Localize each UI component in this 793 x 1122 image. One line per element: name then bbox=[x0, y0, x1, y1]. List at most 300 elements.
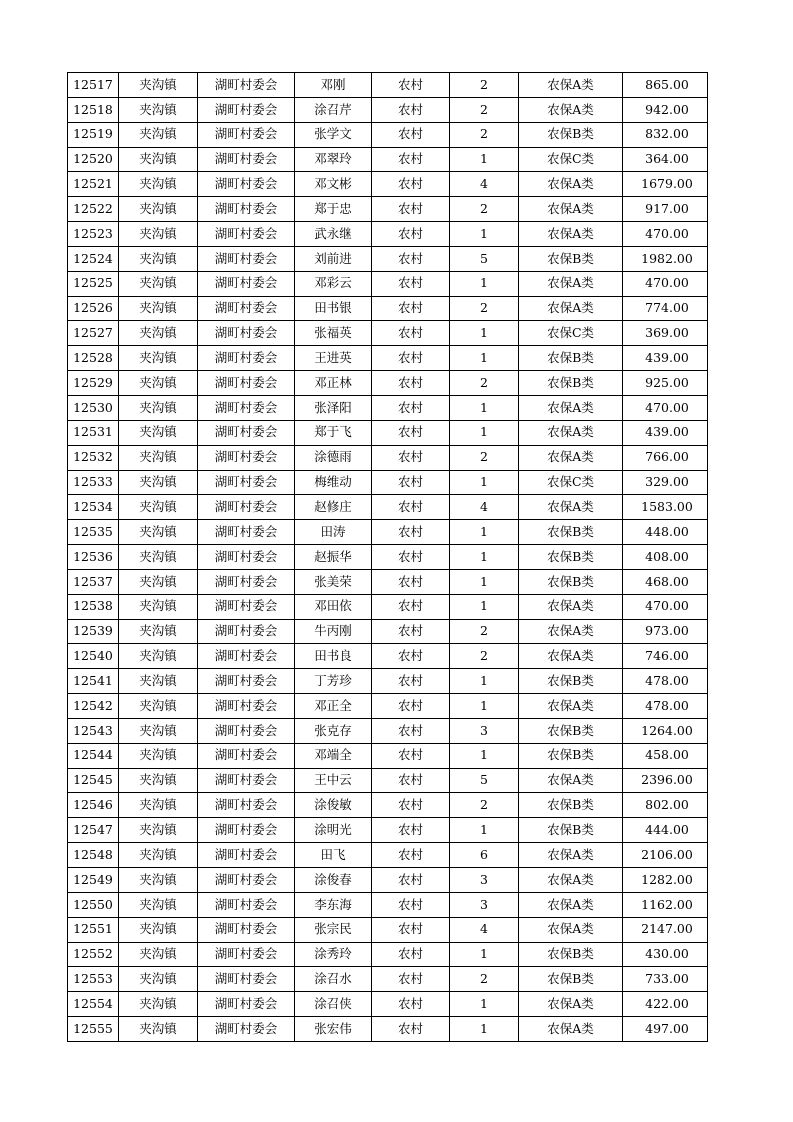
insurance-category-cell: 农保C类 bbox=[519, 147, 623, 172]
village-committee-cell: 湖町村委会 bbox=[198, 321, 295, 346]
village-committee-cell: 湖町村委会 bbox=[198, 694, 295, 719]
township-cell: 夹沟镇 bbox=[119, 569, 198, 594]
amount-cell: 439.00 bbox=[623, 346, 708, 371]
insurance-category-cell: 农保B类 bbox=[519, 371, 623, 396]
record-id-cell: 12535 bbox=[68, 520, 119, 545]
township-cell: 夹沟镇 bbox=[119, 371, 198, 396]
insurance-category-cell: 农保B类 bbox=[519, 122, 623, 147]
table-row bbox=[68, 197, 708, 222]
name-cell: 郑于飞 bbox=[295, 420, 372, 445]
record-id-cell: 12532 bbox=[68, 445, 119, 470]
township-cell: 夹沟镇 bbox=[119, 222, 198, 247]
township-cell: 夹沟镇 bbox=[119, 246, 198, 271]
household-type-cell: 农村 bbox=[372, 1017, 450, 1042]
member-count-cell: 2 bbox=[450, 122, 519, 147]
household-type-cell: 农村 bbox=[372, 445, 450, 470]
household-type-cell: 农村 bbox=[372, 495, 450, 520]
member-count-cell: 3 bbox=[450, 892, 519, 917]
amount-cell: 774.00 bbox=[623, 296, 708, 321]
member-count-cell: 4 bbox=[450, 172, 519, 197]
amount-cell: 1679.00 bbox=[623, 172, 708, 197]
record-id-cell: 12528 bbox=[68, 346, 119, 371]
table-row bbox=[68, 1017, 708, 1042]
name-cell: 田涛 bbox=[295, 520, 372, 545]
member-count-cell: 1 bbox=[450, 395, 519, 420]
member-count-cell: 2 bbox=[450, 296, 519, 321]
member-count-cell: 1 bbox=[450, 520, 519, 545]
village-committee-cell: 湖町村委会 bbox=[198, 172, 295, 197]
insurance-category-cell: 农保A类 bbox=[519, 197, 623, 222]
record-id-cell: 12550 bbox=[68, 892, 119, 917]
household-type-cell: 农村 bbox=[372, 569, 450, 594]
village-committee-cell: 湖町村委会 bbox=[198, 967, 295, 992]
member-count-cell: 1 bbox=[450, 1017, 519, 1042]
village-committee-cell: 湖町村委会 bbox=[198, 395, 295, 420]
household-type-cell: 农村 bbox=[372, 420, 450, 445]
village-committee-cell: 湖町村委会 bbox=[198, 669, 295, 694]
township-cell: 夹沟镇 bbox=[119, 793, 198, 818]
record-id-cell: 12530 bbox=[68, 395, 119, 420]
village-committee-cell: 湖町村委会 bbox=[198, 644, 295, 669]
insurance-category-cell: 农保A类 bbox=[519, 619, 623, 644]
record-id-cell: 12551 bbox=[68, 917, 119, 942]
insurance-category-cell: 农保A类 bbox=[519, 172, 623, 197]
member-count-cell: 1 bbox=[450, 271, 519, 296]
name-cell: 张美荣 bbox=[295, 569, 372, 594]
record-id-cell: 12554 bbox=[68, 992, 119, 1017]
township-cell: 夹沟镇 bbox=[119, 395, 198, 420]
village-committee-cell: 湖町村委会 bbox=[198, 495, 295, 520]
record-id-cell: 12520 bbox=[68, 147, 119, 172]
amount-cell: 470.00 bbox=[623, 222, 708, 247]
insurance-category-cell: 农保A类 bbox=[519, 495, 623, 520]
record-id-cell: 12552 bbox=[68, 942, 119, 967]
village-committee-cell: 湖町村委会 bbox=[198, 470, 295, 495]
household-type-cell: 农村 bbox=[372, 470, 450, 495]
village-committee-cell: 湖町村委会 bbox=[198, 743, 295, 768]
township-cell: 夹沟镇 bbox=[119, 445, 198, 470]
township-cell: 夹沟镇 bbox=[119, 1017, 198, 1042]
name-cell: 涂俊春 bbox=[295, 868, 372, 893]
table-row bbox=[68, 669, 708, 694]
record-id-cell: 12531 bbox=[68, 420, 119, 445]
record-id-cell: 12521 bbox=[68, 172, 119, 197]
table-row bbox=[68, 768, 708, 793]
village-committee-cell: 湖町村委会 bbox=[198, 1017, 295, 1042]
record-id-cell: 12525 bbox=[68, 271, 119, 296]
amount-cell: 746.00 bbox=[623, 644, 708, 669]
record-id-cell: 12526 bbox=[68, 296, 119, 321]
name-cell: 田书良 bbox=[295, 644, 372, 669]
village-committee-cell: 湖町村委会 bbox=[198, 843, 295, 868]
village-committee-cell: 湖町村委会 bbox=[198, 222, 295, 247]
household-type-cell: 农村 bbox=[372, 942, 450, 967]
record-id-cell: 12553 bbox=[68, 967, 119, 992]
insurance-category-cell: 农保A类 bbox=[519, 644, 623, 669]
township-cell: 夹沟镇 bbox=[119, 147, 198, 172]
insurance-category-cell: 农保A类 bbox=[519, 992, 623, 1017]
amount-cell: 925.00 bbox=[623, 371, 708, 396]
insurance-category-cell: 农保B类 bbox=[519, 246, 623, 271]
amount-cell: 832.00 bbox=[623, 122, 708, 147]
insurance-category-cell: 农保A类 bbox=[519, 420, 623, 445]
insurance-category-cell: 农保A类 bbox=[519, 892, 623, 917]
amount-cell: 444.00 bbox=[623, 818, 708, 843]
household-type-cell: 农村 bbox=[372, 172, 450, 197]
member-count-cell: 1 bbox=[450, 942, 519, 967]
village-committee-cell: 湖町村委会 bbox=[198, 545, 295, 570]
household-type-cell: 农村 bbox=[372, 917, 450, 942]
insurance-category-cell: 农保B类 bbox=[519, 967, 623, 992]
table-row bbox=[68, 222, 708, 247]
table-row bbox=[68, 420, 708, 445]
record-id-cell: 12543 bbox=[68, 718, 119, 743]
name-cell: 涂召水 bbox=[295, 967, 372, 992]
member-count-cell: 5 bbox=[450, 246, 519, 271]
insurance-category-cell: 农保B类 bbox=[519, 669, 623, 694]
record-id-cell: 12555 bbox=[68, 1017, 119, 1042]
township-cell: 夹沟镇 bbox=[119, 520, 198, 545]
township-cell: 夹沟镇 bbox=[119, 545, 198, 570]
record-id-cell: 12517 bbox=[68, 73, 119, 98]
table-row bbox=[68, 917, 708, 942]
amount-cell: 2147.00 bbox=[623, 917, 708, 942]
amount-cell: 468.00 bbox=[623, 569, 708, 594]
member-count-cell: 2 bbox=[450, 371, 519, 396]
member-count-cell: 1 bbox=[450, 147, 519, 172]
village-committee-cell: 湖町村委会 bbox=[198, 520, 295, 545]
record-id-cell: 12536 bbox=[68, 545, 119, 570]
household-type-cell: 农村 bbox=[372, 843, 450, 868]
village-committee-cell: 湖町村委会 bbox=[198, 197, 295, 222]
table-row bbox=[68, 97, 708, 122]
record-id-cell: 12547 bbox=[68, 818, 119, 843]
household-type-cell: 农村 bbox=[372, 644, 450, 669]
record-id-cell: 12541 bbox=[68, 669, 119, 694]
village-committee-cell: 湖町村委会 bbox=[198, 97, 295, 122]
name-cell: 梅维动 bbox=[295, 470, 372, 495]
household-type-cell: 农村 bbox=[372, 694, 450, 719]
record-id-cell: 12537 bbox=[68, 569, 119, 594]
name-cell: 涂秀玲 bbox=[295, 942, 372, 967]
table-row bbox=[68, 122, 708, 147]
insurance-category-cell: 农保A类 bbox=[519, 73, 623, 98]
insurance-category-cell: 农保C类 bbox=[519, 321, 623, 346]
township-cell: 夹沟镇 bbox=[119, 172, 198, 197]
insurance-category-cell: 农保B类 bbox=[519, 743, 623, 768]
village-committee-cell: 湖町村委会 bbox=[198, 569, 295, 594]
household-type-cell: 农村 bbox=[372, 246, 450, 271]
member-count-cell: 4 bbox=[450, 917, 519, 942]
township-cell: 夹沟镇 bbox=[119, 594, 198, 619]
record-id-cell: 12540 bbox=[68, 644, 119, 669]
member-count-cell: 2 bbox=[450, 97, 519, 122]
record-id-cell: 12546 bbox=[68, 793, 119, 818]
insurance-category-cell: 农保A类 bbox=[519, 222, 623, 247]
village-committee-cell: 湖町村委会 bbox=[198, 346, 295, 371]
household-type-cell: 农村 bbox=[372, 197, 450, 222]
village-committee-cell: 湖町村委会 bbox=[198, 718, 295, 743]
insurance-category-cell: 农保B类 bbox=[519, 520, 623, 545]
member-count-cell: 2 bbox=[450, 619, 519, 644]
record-id-cell: 12524 bbox=[68, 246, 119, 271]
record-id-cell: 12518 bbox=[68, 97, 119, 122]
amount-cell: 1282.00 bbox=[623, 868, 708, 893]
amount-cell: 439.00 bbox=[623, 420, 708, 445]
household-type-cell: 农村 bbox=[372, 545, 450, 570]
member-count-cell: 3 bbox=[450, 868, 519, 893]
record-id-cell: 12529 bbox=[68, 371, 119, 396]
household-type-cell: 农村 bbox=[372, 768, 450, 793]
member-count-cell: 1 bbox=[450, 420, 519, 445]
household-type-cell: 农村 bbox=[372, 992, 450, 1017]
table-row bbox=[68, 395, 708, 420]
name-cell: 张宗民 bbox=[295, 917, 372, 942]
amount-cell: 408.00 bbox=[623, 545, 708, 570]
name-cell: 涂召芹 bbox=[295, 97, 372, 122]
household-type-cell: 农村 bbox=[372, 271, 450, 296]
name-cell: 张宏伟 bbox=[295, 1017, 372, 1042]
table-row bbox=[68, 942, 708, 967]
household-type-cell: 农村 bbox=[372, 967, 450, 992]
member-count-cell: 4 bbox=[450, 495, 519, 520]
name-cell: 田飞 bbox=[295, 843, 372, 868]
township-cell: 夹沟镇 bbox=[119, 843, 198, 868]
household-type-cell: 农村 bbox=[372, 793, 450, 818]
record-id-cell: 12548 bbox=[68, 843, 119, 868]
table-row bbox=[68, 843, 708, 868]
amount-cell: 865.00 bbox=[623, 73, 708, 98]
insurance-category-cell: 农保A类 bbox=[519, 445, 623, 470]
table-row bbox=[68, 569, 708, 594]
household-type-cell: 农村 bbox=[372, 147, 450, 172]
village-committee-cell: 湖町村委会 bbox=[198, 892, 295, 917]
insurance-category-cell: 农保B类 bbox=[519, 818, 623, 843]
member-count-cell: 1 bbox=[450, 569, 519, 594]
village-committee-cell: 湖町村委会 bbox=[198, 942, 295, 967]
member-count-cell: 1 bbox=[450, 346, 519, 371]
village-committee-cell: 湖町村委会 bbox=[198, 420, 295, 445]
record-id-cell: 12523 bbox=[68, 222, 119, 247]
name-cell: 邓田依 bbox=[295, 594, 372, 619]
name-cell: 张克存 bbox=[295, 718, 372, 743]
amount-cell: 422.00 bbox=[623, 992, 708, 1017]
name-cell: 张泽阳 bbox=[295, 395, 372, 420]
table-row bbox=[68, 172, 708, 197]
township-cell: 夹沟镇 bbox=[119, 197, 198, 222]
member-count-cell: 1 bbox=[450, 222, 519, 247]
record-id-cell: 12544 bbox=[68, 743, 119, 768]
village-committee-cell: 湖町村委会 bbox=[198, 445, 295, 470]
table-row bbox=[68, 644, 708, 669]
record-id-cell: 12519 bbox=[68, 122, 119, 147]
name-cell: 邓正全 bbox=[295, 694, 372, 719]
village-committee-cell: 湖町村委会 bbox=[198, 371, 295, 396]
name-cell: 邓正林 bbox=[295, 371, 372, 396]
insurance-category-cell: 农保B类 bbox=[519, 569, 623, 594]
table-row bbox=[68, 445, 708, 470]
record-id-cell: 12533 bbox=[68, 470, 119, 495]
household-type-cell: 农村 bbox=[372, 619, 450, 644]
name-cell: 邓翠玲 bbox=[295, 147, 372, 172]
township-cell: 夹沟镇 bbox=[119, 718, 198, 743]
table-row bbox=[68, 296, 708, 321]
member-count-cell: 1 bbox=[450, 669, 519, 694]
name-cell: 赵修庄 bbox=[295, 495, 372, 520]
name-cell: 田书银 bbox=[295, 296, 372, 321]
insurance-category-cell: 农保A类 bbox=[519, 843, 623, 868]
amount-cell: 766.00 bbox=[623, 445, 708, 470]
amount-cell: 478.00 bbox=[623, 669, 708, 694]
member-count-cell: 1 bbox=[450, 818, 519, 843]
table-row bbox=[68, 718, 708, 743]
village-committee-cell: 湖町村委会 bbox=[198, 122, 295, 147]
township-cell: 夹沟镇 bbox=[119, 296, 198, 321]
table-row bbox=[68, 694, 708, 719]
table-row bbox=[68, 619, 708, 644]
township-cell: 夹沟镇 bbox=[119, 669, 198, 694]
member-count-cell: 6 bbox=[450, 843, 519, 868]
insurance-category-cell: 农保B类 bbox=[519, 793, 623, 818]
amount-cell: 470.00 bbox=[623, 271, 708, 296]
member-count-cell: 5 bbox=[450, 768, 519, 793]
amount-cell: 470.00 bbox=[623, 594, 708, 619]
insurance-category-cell: 农保A类 bbox=[519, 868, 623, 893]
insurance-category-cell: 农保C类 bbox=[519, 470, 623, 495]
insurance-category-cell: 农保A类 bbox=[519, 271, 623, 296]
amount-cell: 497.00 bbox=[623, 1017, 708, 1042]
township-cell: 夹沟镇 bbox=[119, 122, 198, 147]
household-type-cell: 农村 bbox=[372, 73, 450, 98]
household-type-cell: 农村 bbox=[372, 371, 450, 396]
household-type-cell: 农村 bbox=[372, 222, 450, 247]
household-type-cell: 农村 bbox=[372, 296, 450, 321]
amount-cell: 2106.00 bbox=[623, 843, 708, 868]
name-cell: 邓刚 bbox=[295, 73, 372, 98]
table-row bbox=[68, 743, 708, 768]
name-cell: 邓端全 bbox=[295, 743, 372, 768]
amount-cell: 458.00 bbox=[623, 743, 708, 768]
village-committee-cell: 湖町村委会 bbox=[198, 73, 295, 98]
household-type-cell: 农村 bbox=[372, 97, 450, 122]
table-row bbox=[68, 371, 708, 396]
township-cell: 夹沟镇 bbox=[119, 868, 198, 893]
member-count-cell: 3 bbox=[450, 718, 519, 743]
member-count-cell: 1 bbox=[450, 321, 519, 346]
township-cell: 夹沟镇 bbox=[119, 942, 198, 967]
amount-cell: 430.00 bbox=[623, 942, 708, 967]
record-id-cell: 12534 bbox=[68, 495, 119, 520]
household-type-cell: 农村 bbox=[372, 395, 450, 420]
insurance-category-cell: 农保A类 bbox=[519, 395, 623, 420]
amount-cell: 369.00 bbox=[623, 321, 708, 346]
table-row bbox=[68, 470, 708, 495]
name-cell: 赵振华 bbox=[295, 545, 372, 570]
amount-cell: 1583.00 bbox=[623, 495, 708, 520]
household-type-cell: 农村 bbox=[372, 122, 450, 147]
table-row bbox=[68, 346, 708, 371]
village-committee-cell: 湖町村委会 bbox=[198, 868, 295, 893]
township-cell: 夹沟镇 bbox=[119, 917, 198, 942]
record-id-cell: 12538 bbox=[68, 594, 119, 619]
table-row bbox=[68, 520, 708, 545]
amount-cell: 2396.00 bbox=[623, 768, 708, 793]
township-cell: 夹沟镇 bbox=[119, 768, 198, 793]
amount-cell: 1264.00 bbox=[623, 718, 708, 743]
insurance-category-cell: 农保A类 bbox=[519, 917, 623, 942]
insurance-category-cell: 农保A类 bbox=[519, 768, 623, 793]
table-row bbox=[68, 73, 708, 98]
amount-cell: 917.00 bbox=[623, 197, 708, 222]
record-id-cell: 12549 bbox=[68, 868, 119, 893]
name-cell: 牛丙刚 bbox=[295, 619, 372, 644]
member-count-cell: 2 bbox=[450, 73, 519, 98]
amount-cell: 973.00 bbox=[623, 619, 708, 644]
table-row bbox=[68, 868, 708, 893]
insurance-category-cell: 农保B类 bbox=[519, 718, 623, 743]
amount-cell: 802.00 bbox=[623, 793, 708, 818]
record-id-cell: 12522 bbox=[68, 197, 119, 222]
name-cell: 涂召侠 bbox=[295, 992, 372, 1017]
insurance-category-cell: 农保A类 bbox=[519, 296, 623, 321]
township-cell: 夹沟镇 bbox=[119, 743, 198, 768]
household-type-cell: 农村 bbox=[372, 868, 450, 893]
name-cell: 郑于忠 bbox=[295, 197, 372, 222]
name-cell: 张福英 bbox=[295, 321, 372, 346]
table-body bbox=[68, 73, 708, 1042]
village-committee-cell: 湖町村委会 bbox=[198, 793, 295, 818]
village-committee-cell: 湖町村委会 bbox=[198, 992, 295, 1017]
benefit-register-table bbox=[67, 72, 708, 1042]
record-id-cell: 12539 bbox=[68, 619, 119, 644]
amount-cell: 448.00 bbox=[623, 520, 708, 545]
name-cell: 王进英 bbox=[295, 346, 372, 371]
township-cell: 夹沟镇 bbox=[119, 967, 198, 992]
township-cell: 夹沟镇 bbox=[119, 346, 198, 371]
name-cell: 李东海 bbox=[295, 892, 372, 917]
household-type-cell: 农村 bbox=[372, 520, 450, 545]
table-row bbox=[68, 147, 708, 172]
village-committee-cell: 湖町村委会 bbox=[198, 917, 295, 942]
table-row bbox=[68, 495, 708, 520]
village-committee-cell: 湖町村委会 bbox=[198, 818, 295, 843]
record-id-cell: 12545 bbox=[68, 768, 119, 793]
household-type-cell: 农村 bbox=[372, 743, 450, 768]
village-committee-cell: 湖町村委会 bbox=[198, 768, 295, 793]
township-cell: 夹沟镇 bbox=[119, 271, 198, 296]
household-type-cell: 农村 bbox=[372, 321, 450, 346]
member-count-cell: 1 bbox=[450, 743, 519, 768]
table-row bbox=[68, 967, 708, 992]
village-committee-cell: 湖町村委会 bbox=[198, 271, 295, 296]
name-cell: 丁芳珍 bbox=[295, 669, 372, 694]
member-count-cell: 1 bbox=[450, 992, 519, 1017]
name-cell: 邓文彬 bbox=[295, 172, 372, 197]
household-type-cell: 农村 bbox=[372, 594, 450, 619]
record-id-cell: 12542 bbox=[68, 694, 119, 719]
amount-cell: 1982.00 bbox=[623, 246, 708, 271]
name-cell: 涂俊敏 bbox=[295, 793, 372, 818]
township-cell: 夹沟镇 bbox=[119, 420, 198, 445]
table-row bbox=[68, 992, 708, 1017]
insurance-category-cell: 农保A类 bbox=[519, 1017, 623, 1042]
household-type-cell: 农村 bbox=[372, 818, 450, 843]
amount-cell: 942.00 bbox=[623, 97, 708, 122]
village-committee-cell: 湖町村委会 bbox=[198, 619, 295, 644]
township-cell: 夹沟镇 bbox=[119, 992, 198, 1017]
record-id-cell: 12527 bbox=[68, 321, 119, 346]
member-count-cell: 1 bbox=[450, 594, 519, 619]
